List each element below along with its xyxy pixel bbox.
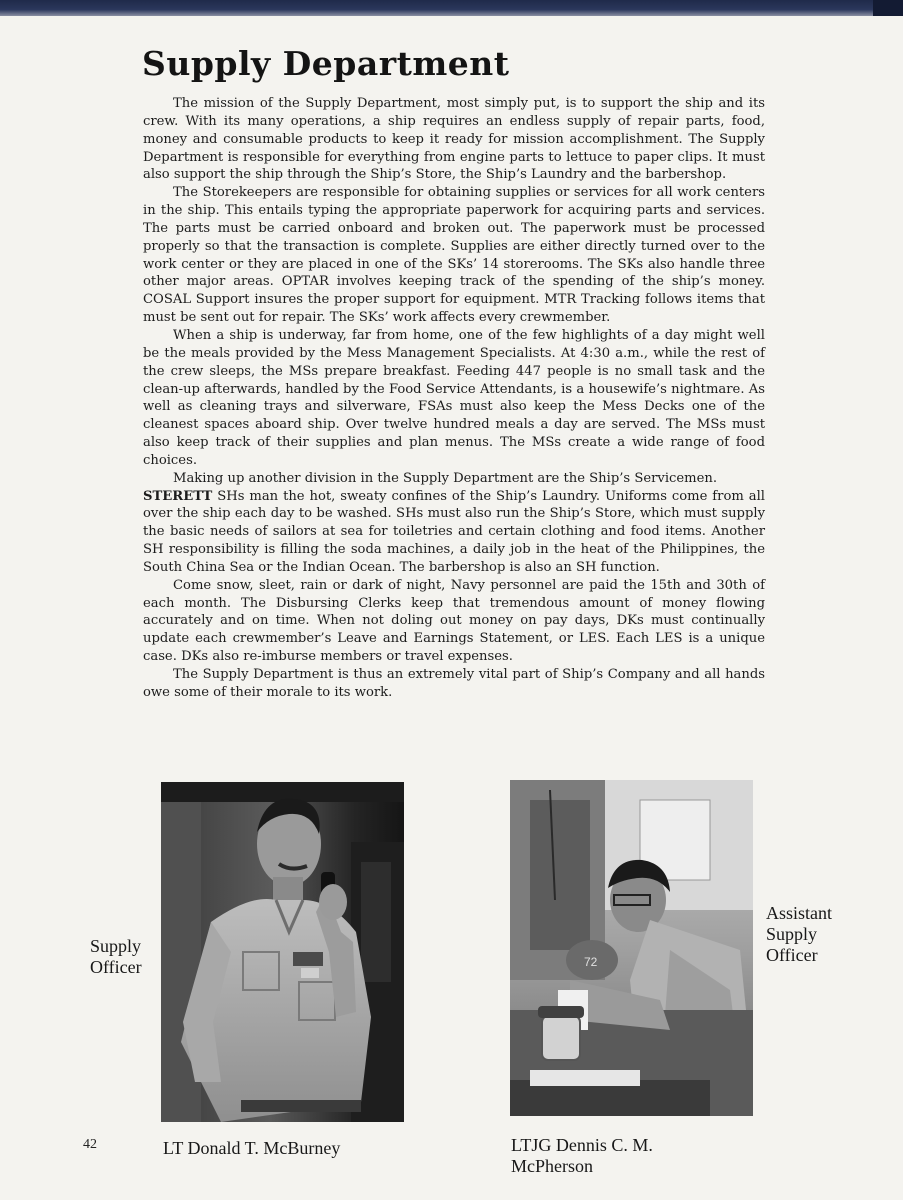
paragraph-servicemen <box>143 488 765 577</box>
assistant-supply-officer-photo <box>510 780 753 1116</box>
page-title: Supply Department <box>142 44 510 83</box>
page-number: 42 <box>83 1137 97 1152</box>
assistant-supply-officer-label <box>766 903 832 966</box>
paragraph-mission: The mission of the Supply Department, most simply put, is to support the ship and its crew. With its many operations, a ship requires an endless supply of repair parts, food, money and consumable products to keep it ready for mission accomplishment. The Supply Department is responsible for everything from engine parts to lettuce to paper clips. It must also support the ship through the Ship’s Store, the Ship’s Laundry and the barbershop. <box>143 96 765 183</box>
assistant-supply-officer-caption <box>511 1135 711 1177</box>
assistant-label-line3: Officer <box>766 945 818 965</box>
supply-officer-label <box>90 936 142 978</box>
assistant-label-line1: Assistant <box>766 903 833 923</box>
cup-number: 72 <box>584 955 598 969</box>
supply-officer-photo <box>161 782 404 1122</box>
paragraph-conclusion: The Supply Department is thus an extremely vital part of Ship’s Company and all hands owe some of their morale to its work. <box>143 667 765 700</box>
supply-officer-label-line2: Officer <box>90 957 142 977</box>
ship-name: STERETT <box>143 488 213 504</box>
paragraph-storekeepers: The Storekeepers are responsible for obtaining supplies or services for all work centers in the ship. This entails typing the appropriate paperwork for acquiring parts and services. The parts must be carried onboard and broken out. The paperwork must be processed properly so that the transaction is complete. Supplies are either directly turned over to the work center or they are placed in one of the SKs’ 14 storerooms. The SKs also handle three other major areas. OPTAR involves keeping track of the spending of the ship’s money. COSAL Support insures the proper support for equipment. MTR Tracking follows items that must be sent out for repair. The SKs’ work affects every crewmember. <box>143 185 765 326</box>
assistant-label-line2: Supply <box>766 924 818 944</box>
paragraph-disbursing: Come snow, sleet, rain or dark of night, Navy personnel are paid the 15th and 30th of each month. The Disbursing Clerks keep that tremendous amount of money flowing accurately and on time. When not doling out money on pay days, DKs must continually update each crewmember’s Leave and Earnings Statement, or LES. Each LES is a unique case. DKs also re-imburse members or travel expenses. <box>143 577 765 665</box>
assistant-caption-line2: McPherson <box>511 1156 593 1176</box>
supply-officer-label-line1: Supply <box>90 936 142 956</box>
paragraph-mess-specialists: When a ship is underway, far from home, one of the few highlights of a day might well be the meals provided by the Mess Management Specialists. At 4:30 a.m., while the rest of the crew sleeps, the MSs prepare breakfast. Feeding 447 people is no small task and the clean-up afterwards, handled by the Food Service Attendants, is a housewife’s nightmare. As well as cleaning trays and silverware, FSAs must also keep the Mess Decks one of the cleanest spaces aboard ship. Over twelve hundred meals a day are served. The MSs must also keep track of their supplies and plan menus. The MSs create a wide range of food choices. <box>143 327 765 468</box>
assistant-caption-line1: LTJG Dennis C. M. <box>511 1135 653 1155</box>
page-top-edge <box>0 0 903 16</box>
paragraph-servicemen-intro: Making up another division in the Supply Department are the Ship’s Servicemen. <box>173 470 718 486</box>
article-body <box>143 95 765 702</box>
supply-officer-caption: LT Donald T. McBurney <box>163 1138 341 1158</box>
paragraph-servicemen-text: SHs man the hot, sweaty confines of the Ship’s Laundry. Uniforms come from all over the ship each day to be washed. SHs must also run the Ship’s Store, which must supply the basic needs of sailors at sea for toiletries and certain clothing and food items. Another SH responsibility is filling the soda machines, a daily job in the heat of the Philippines, the South China Sea or the Indian Ocean. The barbershop is also an SH function. <box>143 488 765 575</box>
